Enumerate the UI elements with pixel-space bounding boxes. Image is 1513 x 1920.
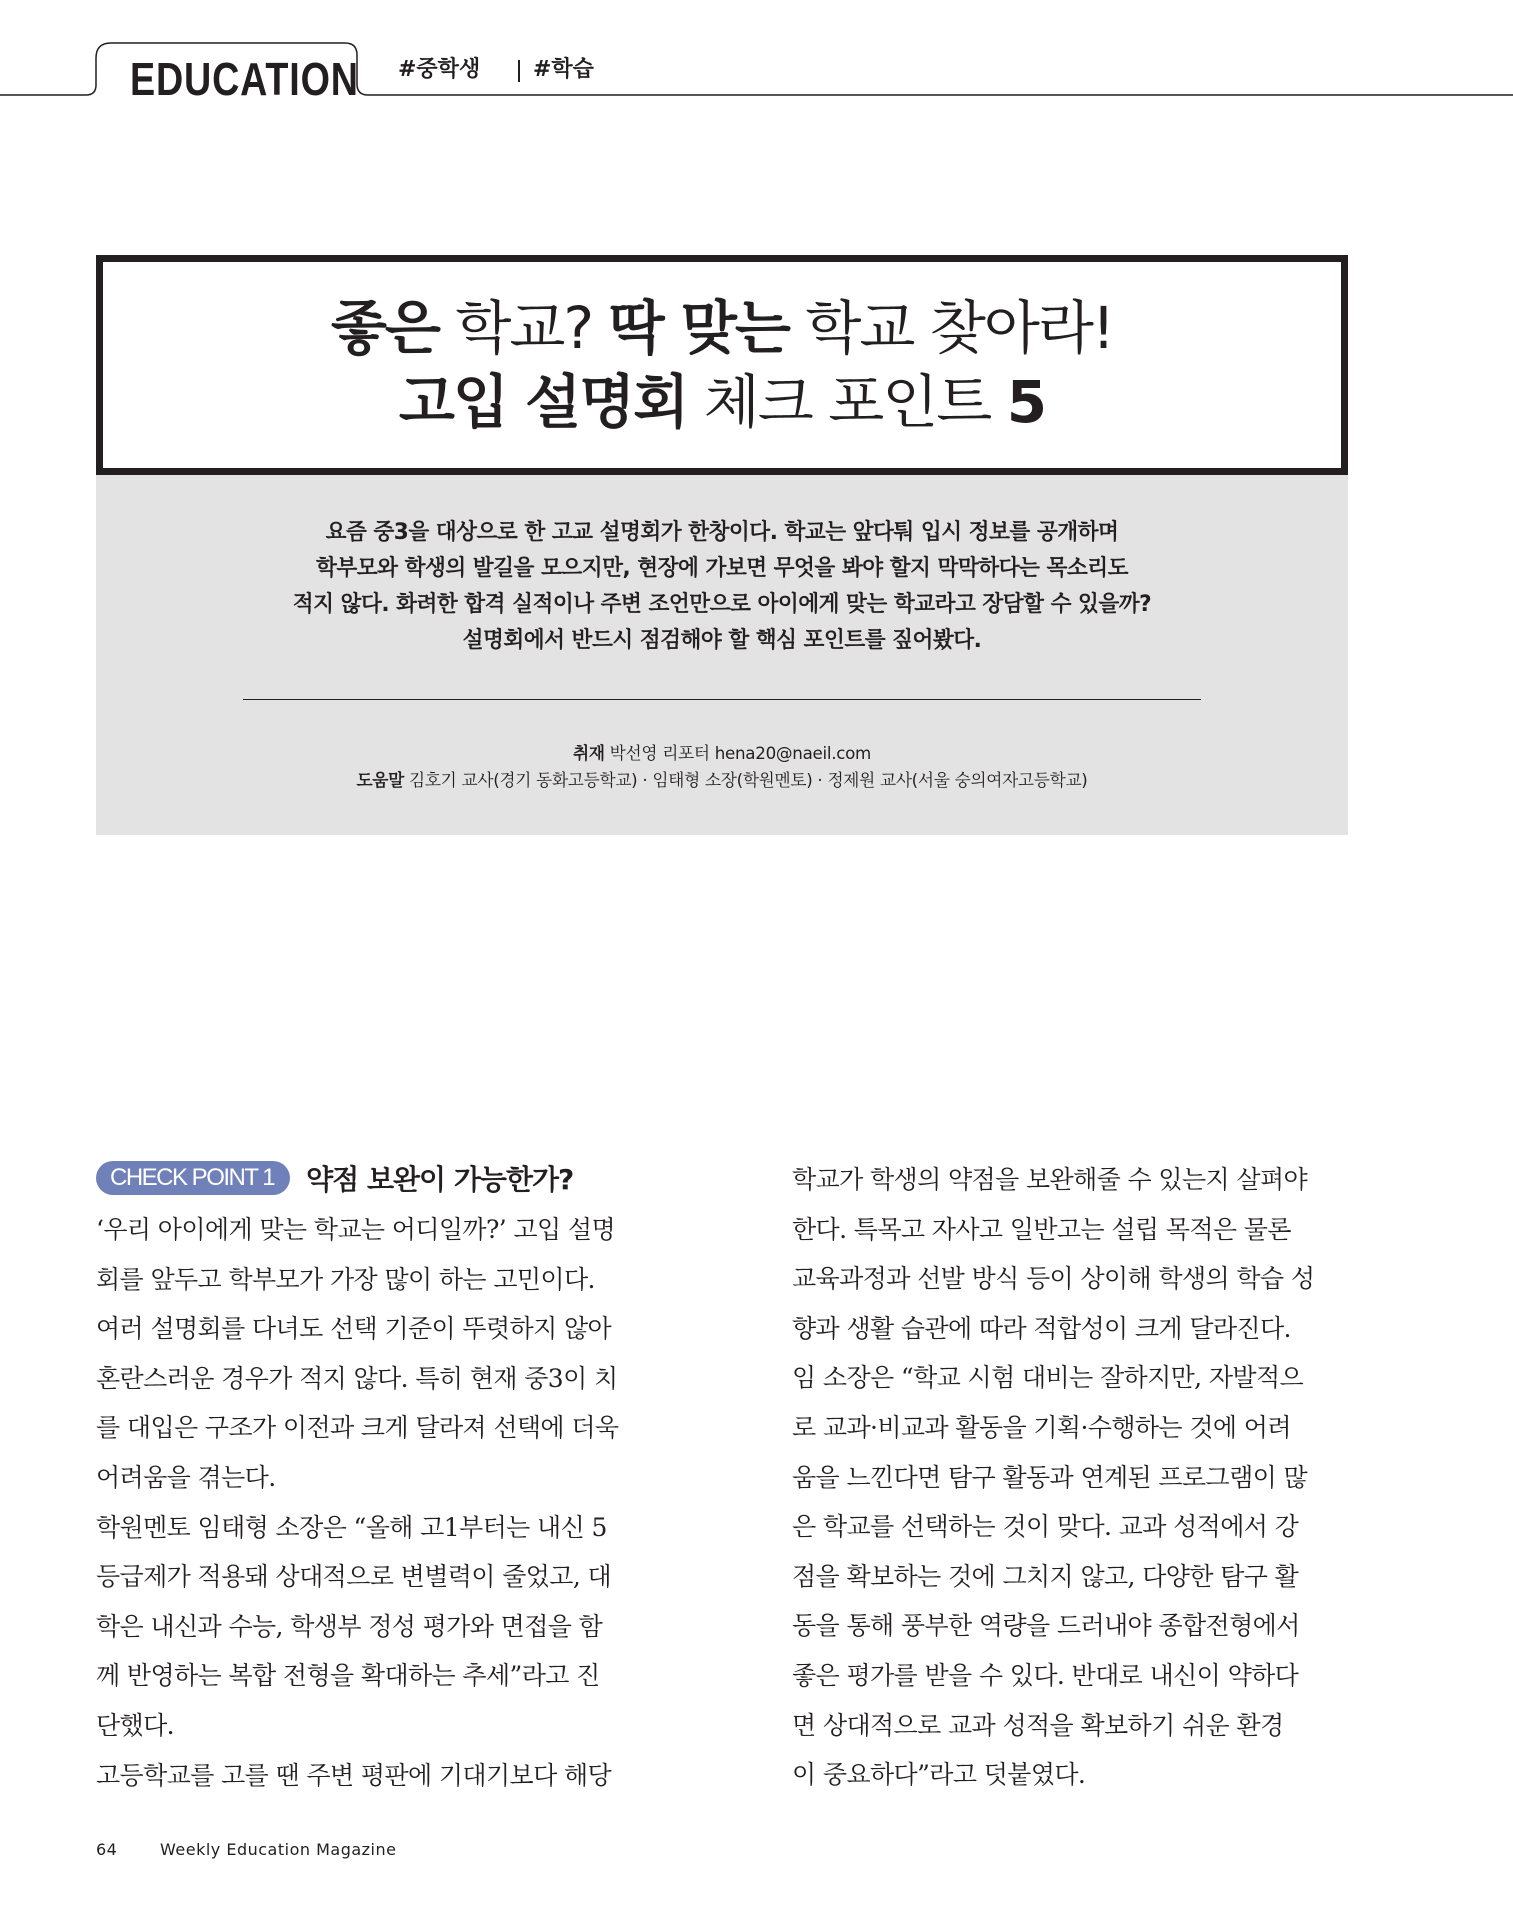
body-line: 학원멘토 임태형 소장은 “올해 고1부터는 내신 5 <box>96 1512 607 1542</box>
body-line: ‘우리 아이에게 맞는 학교는 어디일까?’ 고입 설명 <box>96 1215 616 1244</box>
summary-line: 요즘 중3을 대상으로 한 고교 설명회가 한창이다. 학교는 앞다퉈 입시 정보를 공개하며 <box>325 520 1119 545</box>
summary-line: 설명회에서 반드시 점검해야 할 핵심 포인트를 짚어봤다. <box>462 628 982 653</box>
body-line: 교육과정과 선발 방식 등이 상이해 학생의 학습 성 <box>792 1264 1315 1294</box>
tag-divider <box>518 60 520 82</box>
title-bold-session: 고입 설명회 <box>398 368 688 436</box>
body-line: 은 학교를 선택하는 것이 맞다. 교과 성적에서 강 <box>792 1512 1299 1542</box>
summary-divider <box>243 699 1201 700</box>
body-line: 로 교과·비교과 활동을 기획·수행하는 것에 어려 <box>792 1412 1291 1442</box>
summary-box <box>96 475 1348 835</box>
body-line: 임 소장은 “학교 시험 대비는 잘하지만, 자발적으 <box>792 1363 1304 1393</box>
left-column <box>96 1155 656 1800</box>
checkpoint-title: 약점 보완이 가능한가? <box>306 1163 574 1196</box>
title-bold-fit: 딱 맞는 <box>608 294 789 362</box>
title-bold-number: 5 <box>1006 368 1046 436</box>
checkpoint-heading <box>96 1155 656 1201</box>
title-line-2 <box>399 365 1045 439</box>
title-bold-good: 좋은 <box>330 294 439 362</box>
body-line: 이 중요하다”라고 덧붙였다. <box>792 1760 1086 1790</box>
body-line: 여러 설명회를 다녀도 선택 기준이 뚜렷하지 않아 <box>96 1314 612 1344</box>
body-line: 를 대입은 구조가 이전과 크게 달라져 선택에 더욱 <box>96 1413 619 1443</box>
page-header <box>0 0 1513 110</box>
body-line: 혼란스러운 경우가 적지 않다. 특히 현재 중3이 치 <box>96 1363 618 1393</box>
section-label: EDUCATION <box>130 53 359 105</box>
body-line: 한다. 특목고 자사고 일반고는 설립 목적은 물론 <box>792 1214 1291 1244</box>
reporter-credit <box>107 741 1337 768</box>
checkpoint-badge: CHECK POINT 1 <box>96 1161 290 1195</box>
article-title-box <box>96 255 1348 475</box>
right-column <box>792 1155 1352 1800</box>
advisor-value: 김호기 교사(경기 동화고등학교) · 임태형 소장(학원멘토) · 정제원 교사(서울 숭의여자고등학교) <box>403 771 1088 791</box>
reporter-value: 박선영 리포터 hena20@naeil.com <box>604 744 872 764</box>
body-line: 좋은 평가를 받을 수 있다. 반대로 내신이 약하다 <box>792 1660 1299 1690</box>
summary-line: 적지 않다. 화려한 합격 실적이나 주변 조언만으로 아이에게 맞는 학교라고 장담할 수 있을까? <box>292 592 1152 617</box>
advisor-label: 도움말 <box>356 771 404 791</box>
title-line-1 <box>331 291 1113 365</box>
body-line: 께 반영하는 복합 전형을 확대하는 추세”라고 진 <box>96 1661 600 1691</box>
title-light-school: 학교? <box>438 294 609 362</box>
magazine-name: Weekly Education Magazine <box>160 1840 397 1859</box>
body-line: 향과 생활 습관에 따라 적합성이 크게 달라진다. <box>792 1313 1291 1343</box>
body-line: 점을 확보하는 것에 그치지 않고, 다양한 탐구 활 <box>792 1561 1299 1591</box>
summary-line: 학부모와 학생의 발길을 모으지만, 현장에 가보면 무엇을 봐야 할지 막막하다는 목소리도 <box>316 556 1128 581</box>
advisor-credit <box>107 768 1337 795</box>
tag-middle-school[interactable]: #중학생 <box>398 57 481 82</box>
summary-text <box>96 515 1348 659</box>
body-line: 동을 통해 풍부한 역량을 드러내야 종합전형에서 <box>792 1611 1300 1641</box>
title-light-checkpoint: 체크 포인트 <box>687 368 1007 436</box>
body-line: 등급제가 적용돼 상대적으로 변별력이 줄었고, 대 <box>96 1562 612 1592</box>
title-light-find: 학교 찾아라! <box>788 294 1114 362</box>
body-line: 학교가 학생의 약점을 보완해줄 수 있는지 살펴야 <box>792 1165 1308 1194</box>
tag-study[interactable]: #학습 <box>533 57 594 82</box>
body-line: 움을 느낀다면 탐구 활동과 연계된 프로그램이 많 <box>792 1462 1308 1492</box>
article-credits <box>96 741 1348 795</box>
page-number: 64 <box>96 1840 118 1859</box>
body-line: 단했다. <box>96 1710 174 1740</box>
body-line: 면 상대적으로 교과 성적을 확보하기 쉬운 환경 <box>792 1710 1284 1740</box>
body-line: 회를 앞두고 학부모가 가장 많이 하는 고민이다. <box>96 1264 595 1294</box>
reporter-label: 취재 <box>572 744 605 764</box>
body-line: 고등학교를 고를 땐 주변 평판에 기대기보다 해당 <box>96 1760 612 1790</box>
body-line: 어려움을 겪는다. <box>96 1462 276 1492</box>
body-line: 학은 내신과 수능, 학생부 정성 평가와 면접을 함 <box>96 1611 603 1641</box>
